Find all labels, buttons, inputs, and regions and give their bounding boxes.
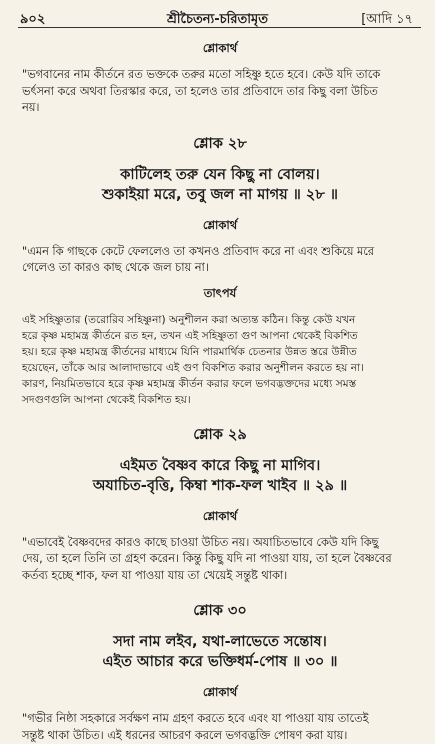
purport-body — [22, 312, 418, 408]
translation-line: নয়। — [22, 100, 418, 117]
purport-line: সদগুণগুলি আপনা থেকেই বিকশিত হয়। — [22, 392, 418, 408]
verse-heading: শ্লোক ২৯ — [22, 424, 418, 448]
page-content — [22, 40, 418, 744]
verse-line: এইমত বৈষ্ণব কারে কিছু না মাগিব। — [22, 456, 418, 476]
purport-line: হয়। হরে কৃষ্ণ মহামন্ত্র কীর্তনের মাধ্যমে যিনি পারমার্থিক চেতনার উন্নত স্তরে উন্নীত — [22, 344, 418, 360]
verse-line: এইত আচার করে ভক্তিধর্ম-পোষ ॥ ৩০ ॥ — [22, 652, 418, 672]
verse-line: শুকাইয়া মরে, তবু জল না মাগয় ॥ ২৮ ॥ — [22, 185, 418, 205]
translation-heading: শ্লোকার্থ — [22, 40, 418, 59]
page-header — [0, 6, 435, 32]
purport-line: কারণ, নিয়মিতভাবে হরে কৃষ্ণ মহামন্ত্র কীর্তন করার ফলে ভগবদ্ভক্তদের মধ্যে সমস্ত — [22, 376, 418, 392]
purport-line: হরে কৃষ্ণ মহামন্ত্র কীর্তনে রত হন, তখন এই সহিষ্ণুতা গুণ আপনা থেকেই বিকশিত — [22, 328, 418, 344]
translation-line: "এভাবেই বৈষ্ণবদের কারও কাছে চাওয়া উচিত নয়। অযাচিতভাবে কেউ যদি কিছু — [22, 535, 418, 552]
translation-heading: শ্লোকার্থ — [22, 217, 418, 236]
verse-heading: শ্লোক ৩০ — [22, 600, 418, 624]
translation-line: কর্তব্য হচ্ছে শাক, ফল যা পাওয়া যায় তা খেয়েই সন্তুষ্ট থাকা। — [22, 568, 418, 585]
verse-heading: শ্লোক ২৮ — [22, 133, 418, 157]
purport-heading: তাৎপর্য — [22, 285, 418, 304]
translation-line: ভর্ৎসনা করে অথবা তিরস্কার করে, তা হলেও তার প্রতিবাদে তার কিছু বলা উচিত — [22, 84, 418, 101]
translation-line: গেলেও তা কারও কাছ থেকে জল চায় না। — [22, 260, 418, 277]
purport-line: হয়েছেন, তাঁকে আর আলাদাভাবে এই গুণ বিকশিত করার অনুশীলন করতে হয় না। — [22, 360, 418, 376]
translation-heading: শ্লোকার্থ — [22, 508, 418, 527]
purport-line: এই সহিষ্ণুতার (তরোরিব সহিষ্ণুনা) অনুশীলন করা অত্যন্ত কঠিন। কিন্তু কেউ যখন — [22, 312, 418, 328]
verse-line: অযাচিত-বৃত্তি, কিম্বা শাক-ফল খাইব ॥ ২৯ ॥ — [22, 476, 418, 496]
translation-heading: শ্লোকার্থ — [22, 684, 418, 703]
book-title: শ্রীচৈতন্য-চরিতামৃত — [0, 10, 435, 31]
section-reference: [আদি ১৭ — [361, 10, 413, 31]
header-rule — [18, 27, 421, 28]
verse-line: সদা নাম লইব, যথা-লাভেতে সন্তোষ। — [22, 632, 418, 652]
translation-line: "গভীর নিষ্ঠা সহকারে সর্বক্ষণ নাম গ্রহণ করতে হবে এবং যা পাওয়া যায় তাতেই — [22, 711, 418, 728]
translation-line: দেয়, তা হলে তিনি তা গ্রহণ করেন। কিন্তু কিছু যদি না পাওয়া যায়, তা হলে বৈষ্ণবের — [22, 551, 418, 568]
translation-line: "ভগবানের নাম কীর্তনে রত ভক্তকে তরুর মতো সহিষ্ণু হতে হবে। কেউ যদি তাকে — [22, 67, 418, 84]
verse-line: কাটিলেহ তরু যেন কিছু না বোলয়। — [22, 165, 418, 185]
page-number: ৯০২ — [20, 10, 45, 31]
translation-line: "এমন কি গাছকে কেটে ফেললেও তা কখনও প্রতিবাদ করে না এবং শুকিয়ে মরে — [22, 244, 418, 261]
translation-line: সন্তুষ্ট থাকা উচিত। এই ধরনের আচরণ করলে ভগবদ্ভক্তি পোষণ করা যায়। — [22, 728, 418, 744]
